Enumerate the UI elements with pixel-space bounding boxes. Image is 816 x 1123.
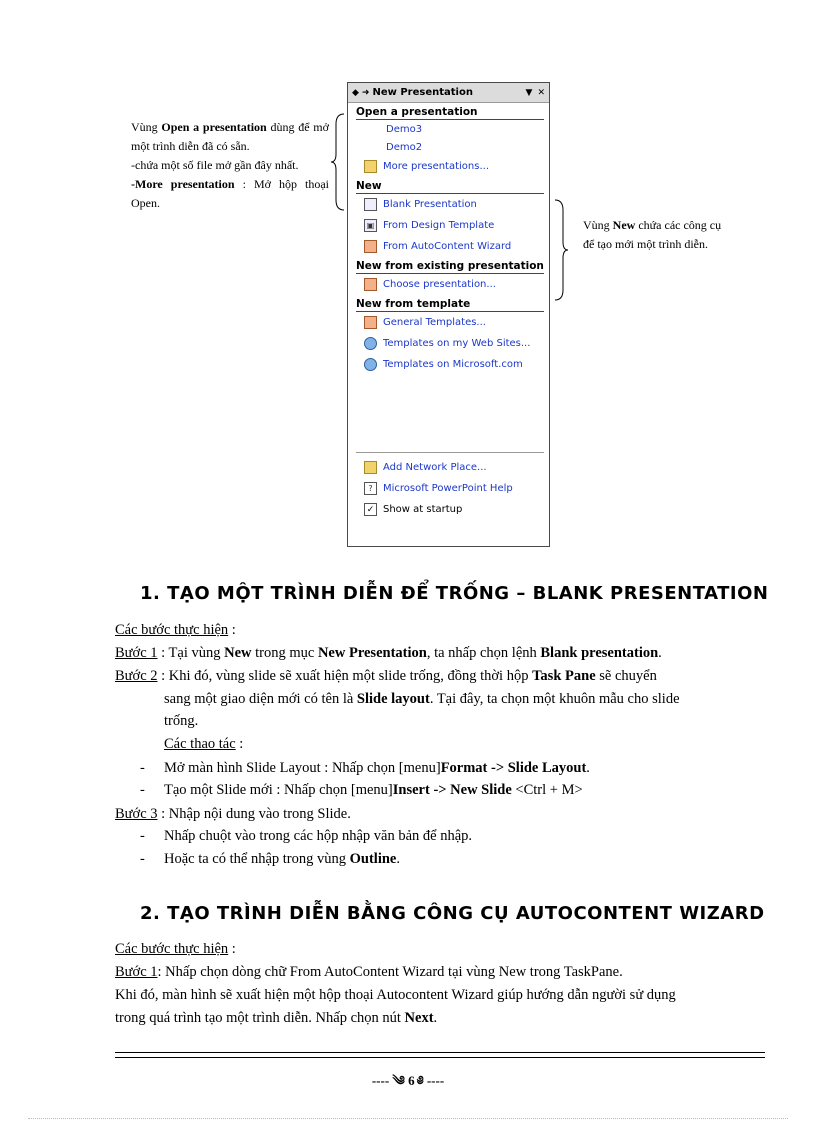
t: : Nhấp chọn dòng chữ From AutoContent Wizard tại vùng New trong TaskPane. [157, 964, 623, 980]
anno-text: dùng để mở một trình diễn đã có sẵn. [131, 120, 329, 153]
ops-item-text [164, 781, 583, 799]
add-network-place-link[interactable] [348, 457, 549, 478]
b: New [224, 645, 252, 661]
choose-presentation-link[interactable] [348, 274, 549, 295]
step1-line [115, 963, 623, 981]
step2-line2 [164, 690, 680, 708]
forward-arrow-icon[interactable]: ➜ [361, 87, 370, 98]
more-presentations-link[interactable] [348, 156, 549, 177]
recent-file-label[interactable]: Demo3 [386, 123, 423, 135]
t: . [396, 851, 400, 867]
section-new-from-existing: New from existing presentation [356, 260, 544, 272]
t: Tạo một Slide mới : Nhấp chọn [menu] [164, 782, 393, 798]
steps-label [115, 940, 236, 958]
task-pane [347, 82, 550, 547]
anno-text: Vùng [131, 120, 162, 134]
step2-line1 [115, 667, 657, 685]
steps-label-text: Các bước thực hiện [115, 622, 229, 638]
t: Mở màn hình Slide Layout : Nhấp chọn [menu] [164, 760, 441, 776]
link-label[interactable]: Choose presentation... [383, 279, 496, 290]
step3-item [140, 850, 145, 868]
t: . [658, 645, 662, 661]
ops-item [140, 781, 145, 799]
step-label: Bước 1 [115, 645, 158, 661]
b: Blank presentation [540, 645, 659, 661]
paragraph-line1: Khi đó, màn hình sẽ xuất hiện một hộp thoại Autocontent Wizard giúp hướng dẫn người sử dụng [115, 987, 676, 1003]
page-number: ---- ༄ 6 ༅ ---- [371, 1073, 445, 1088]
t: : Tại vùng [157, 645, 225, 661]
annotation-open-presentation [131, 118, 329, 213]
footer-rule [115, 1057, 765, 1058]
t: : Khi đó, vùng slide sẽ xuất hiện một slide trống, đồng thời hộp [157, 668, 533, 684]
anno-bold: -More presentation [131, 177, 235, 191]
b: New Presentation [317, 645, 427, 661]
wizard-icon [364, 240, 377, 253]
anno-text: : Mở hộp thoại Open. [131, 177, 329, 210]
recent-file-label[interactable]: Demo2 [386, 141, 423, 153]
ops-label [164, 735, 243, 753]
dash: - [140, 760, 145, 776]
task-pane-title: New Presentation [372, 87, 473, 98]
existing-doc-icon [364, 278, 377, 291]
link-label[interactable]: Add Network Place... [383, 462, 487, 473]
task-pane-titlebar [348, 83, 549, 103]
link-label[interactable]: Microsoft PowerPoint Help [383, 483, 513, 494]
spacer [348, 375, 549, 452]
link-label[interactable]: Blank Presentation [383, 199, 477, 210]
show-at-startup-checkbox[interactable] [348, 499, 549, 520]
step-label: Bước 1 [115, 964, 158, 980]
dash: - [140, 851, 145, 867]
t: Nhấp chuột vào trong các hộp nhập văn bản để nhập. [164, 828, 473, 844]
b: Task Pane [532, 668, 596, 684]
t: trong mục [251, 645, 318, 661]
anno-bold: New [612, 218, 636, 232]
web-template-icon [364, 337, 377, 350]
t: . [433, 1010, 438, 1026]
link-label[interactable]: Templates on my Web Sites... [383, 338, 531, 349]
design-template-link[interactable] [348, 215, 549, 236]
colon: : [228, 941, 236, 957]
dash: - [140, 782, 145, 798]
anno-text: -chứa một số file mở gần đây nhất. [131, 158, 299, 172]
globe-icon [364, 358, 377, 371]
recent-file-demo2[interactable] [348, 138, 549, 156]
link-label[interactable]: Templates on Microsoft.com [383, 359, 523, 370]
checkbox-checked-icon[interactable]: ✓ [364, 503, 377, 516]
step2-line3: trống. [164, 713, 199, 729]
t: . [586, 760, 590, 776]
left-brace-icon [330, 112, 346, 212]
help-icon: ? [364, 482, 377, 495]
link-label[interactable]: From Design Template [383, 220, 495, 231]
ops-item-text [164, 759, 590, 777]
step-label: Bước 2 [115, 668, 158, 684]
steps-label [115, 621, 236, 639]
web-templates-link[interactable] [348, 333, 549, 354]
general-templates-link[interactable] [348, 312, 549, 333]
steps-label-text: Các bước thực hiện [115, 941, 229, 957]
t: sang một giao diện mới có tên là [164, 691, 357, 707]
ops-item [140, 759, 145, 777]
autocontent-wizard-link[interactable] [348, 236, 549, 257]
link-label[interactable]: General Templates... [383, 317, 486, 328]
b: Next [404, 1010, 434, 1026]
page-edge [28, 1118, 788, 1119]
checkbox-label: Show at startup [383, 504, 463, 515]
t: trong quá trình tạo một trình diễn. Nhấp chọn nút [115, 1010, 405, 1026]
anno-text: chứa các công cụ để tạo mới một trình diễn. [583, 218, 722, 251]
step1-line [115, 644, 662, 662]
b: Format -> Slide Layout [440, 760, 587, 776]
section-open-presentation: Open a presentation [356, 106, 544, 120]
template-icon [364, 316, 377, 329]
help-link[interactable] [348, 478, 549, 499]
footer-rule [115, 1052, 765, 1053]
link-label[interactable]: More presentations... [383, 161, 490, 172]
paragraph-line2 [115, 1009, 437, 1027]
step-label: Bước 3 [115, 806, 158, 822]
t: . Tại đây, ta chọn một khuôn mẫu cho slide [429, 691, 680, 707]
folder-open-icon [364, 160, 377, 173]
heading-blank-presentation: 1. TẠO MỘT TRÌNH DIỄN ĐỂ TRỐNG – BLANK PRESENTATION [140, 583, 769, 604]
colon: : [228, 622, 236, 638]
annotation-new [583, 216, 733, 254]
blank-doc-icon [364, 198, 377, 211]
back-arrow-icon[interactable]: ◆ [352, 87, 359, 98]
blank-presentation-link[interactable] [348, 194, 549, 215]
ops-label-text: Các thao tác [164, 736, 236, 752]
b: Slide layout [356, 691, 430, 707]
microsoft-templates-link[interactable] [348, 354, 549, 375]
b: Insert -> New Slide [392, 782, 512, 798]
colon: : [235, 736, 244, 752]
step3-item [140, 827, 145, 845]
step3-item-text [164, 850, 400, 868]
t: Hoặc ta có thể nhập trong vùng [164, 851, 350, 867]
section-new-from-template: New from template [356, 298, 544, 312]
t: sẽ chuyển [595, 668, 657, 684]
dash: - [140, 828, 145, 844]
t: : Nhập nội dung vào trong Slide. [157, 806, 351, 822]
step3-item-text [164, 827, 472, 845]
step3-line [115, 805, 351, 823]
design-template-icon: ▣ [364, 219, 377, 232]
right-brace-icon [553, 198, 569, 302]
divider [356, 452, 544, 453]
anno-bold: Open a presentation [161, 120, 267, 134]
heading-autocontent-wizard: 2. TẠO TRÌNH DIỄN BẰNG CÔNG CỤ AUTOCONTENT WIZARD [140, 903, 765, 924]
b: Outline [349, 851, 397, 867]
anno-text: Vùng [583, 218, 613, 232]
dropdown-icon[interactable]: ▼ [525, 87, 533, 98]
recent-file-demo3[interactable] [348, 120, 549, 138]
section-new: New [356, 180, 544, 194]
link-label[interactable]: From AutoContent Wizard [383, 241, 512, 252]
folder-icon [364, 461, 377, 474]
t: , ta nhấp chọn lệnh [426, 645, 541, 661]
t: <Ctrl + M> [511, 782, 583, 798]
close-icon[interactable]: ✕ [537, 87, 545, 98]
